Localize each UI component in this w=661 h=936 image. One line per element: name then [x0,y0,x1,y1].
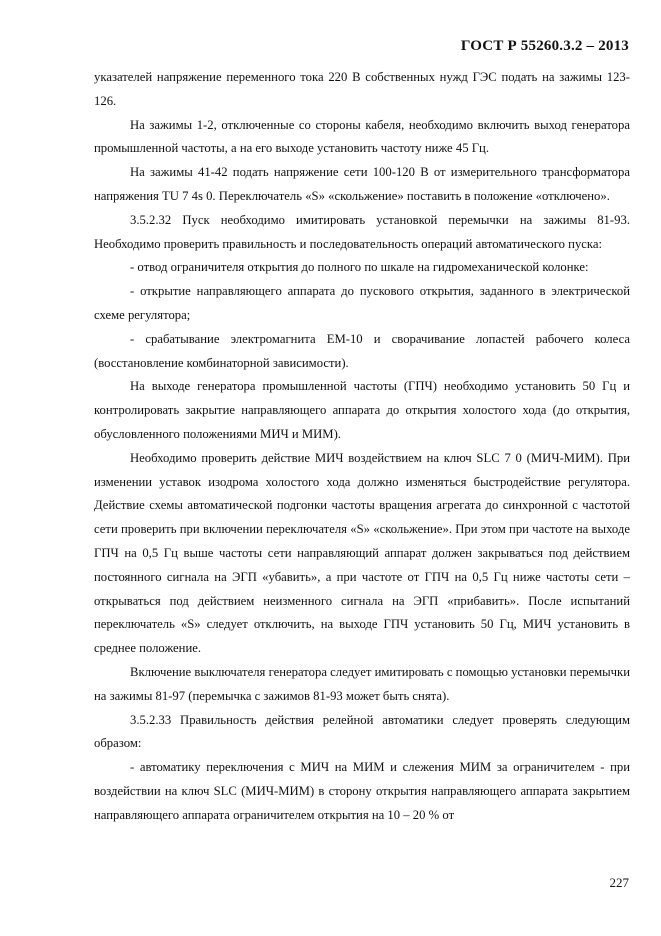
paragraph: На выходе генератора промышленной частоты (ГПЧ) необходимо установить 50 Гц и контролировать закрытие направляющего аппарата до открытия холостого хода (до открытия, обусловленного положениями МИЧ и МИМ). [94,379,630,441]
list-item: - открытие направляющего аппарата до пускового открытия, заданного в электрической схеме регулятора; [94,284,630,322]
paragraph: На зажимы 41-42 подать напряжение сети 100-120 В от измерительного трансформатора напряжения TU 7 4s 0. Переключатель «S» «скольжение» поставить в положение «отключено». [94,165,630,203]
paragraph: указателей напряжение переменного тока 220 В собственных нужд ГЭС подать на зажимы 123-126. [94,70,630,108]
paragraph: 3.5.2.33 Правильность действия релейной автоматики следует проверять следующим образом: [94,712,630,751]
list-item: - срабатывание электромагнита ЕМ-10 и сворачивание лопастей рабочего колеса (восстановление комбинаторной зависимости). [94,331,630,370]
list-item: - автоматику переключения с МИЧ на МИМ и слежения МИМ за ограничителем - при воздействии на ключ SLC (МИЧ-МИМ) в сторону открытия направляющего аппарата закрытием направляющего аппарата ограничителем открытия на 10 – 20 % от [94,760,630,822]
paragraph: Включение выключателя генератора следует имитировать с помощью установки перемычки на зажимы 81-97 (перемычка с зажимов 81-93 может быть снята). [94,664,630,703]
document-body [94,66,630,828]
paragraph: Необходимо проверить действие МИЧ воздействием на ключ SLC 7 0 (МИЧ-МИМ). При изменении уставок изодрома холостого хода должно изменяться быстродействие регулятора. Действие схемы автоматической подгонки частоты вращения агрегата до синхронной с частотой сети проверить при включении переключателя «S» «скольжение». При этом при частоте на выходе ГПЧ на 0,5 Гц выше частоты сети направляющий аппарат должен закрываться под действием постоянного сигнала на ЭГП «убавить», а при частоте от ГПЧ на 0,5 Гц ниже частоты сети – открываться под действием неизменного сигнала на ЭГП «прибавить». После испытаний переключатель «S» следует отключить, на выходе ГПЧ установить 50 Гц, МИЧ установить в среднее положение. [94,450,630,656]
page-number: 227 [609,875,629,890]
standard-header: ГОСТ Р 55260.3.2 – 2013 [460,38,629,54]
paragraph: На зажимы 1-2, отключенные со стороны кабеля, необходимо включить выход генератора промышленной частоты, а на его выходе установить частоту ниже 45 Гц. [94,117,630,156]
list-item: - отвод ограничителя открытия до полного по шкале на гидромеханической колонке: [130,260,589,275]
paragraph: 3.5.2.32 Пуск необходимо имитировать установкой перемычки на зажимы 81-93. Необходимо проверить правильность и последовательность операций автоматического пуска: [94,212,630,251]
